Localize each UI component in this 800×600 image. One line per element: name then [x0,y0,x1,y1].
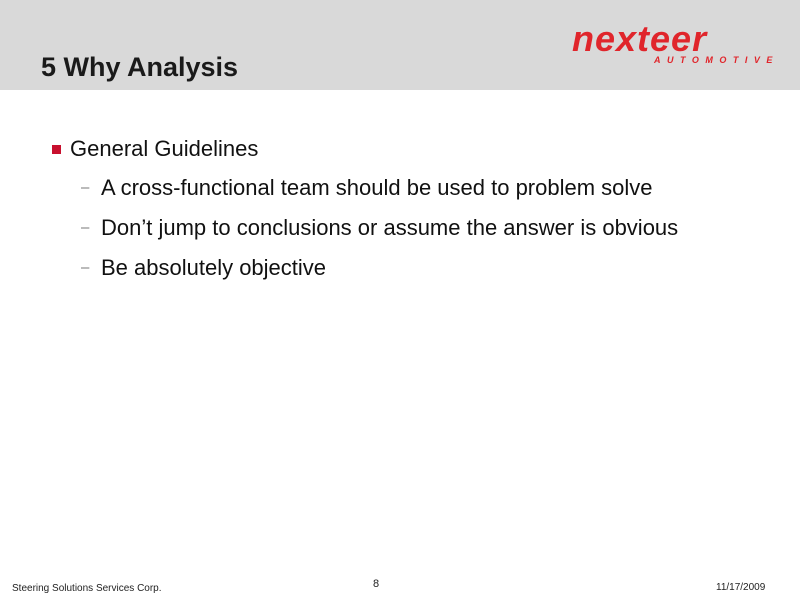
footer-company: Steering Solutions Services Corp. [12,583,162,594]
dash-bullet-icon: – [81,219,90,236]
logo-wordmark: nexteer [572,18,708,59]
logo-subtitle: AUTOMOTIVE [654,55,779,65]
dash-bullet-icon: – [81,179,90,196]
sub-bullet-1 [50,172,721,203]
sub-bullet-text: A cross-functional team should be used to problem solve [101,175,653,200]
dash-bullet-icon: – [81,259,90,276]
slide-title: 5 Why Analysis [41,52,239,82]
sub-bullet-3 [50,252,721,283]
page-number: 8 [373,578,380,590]
slide-content [50,135,740,283]
sub-bullet-text: Be absolutely objective [101,255,327,280]
sub-bullet-2 [50,212,721,243]
bullet-text: General Guidelines [70,136,259,161]
footer-date: 11/17/2009 [716,582,766,593]
sub-bullet-text: Don’t jump to conclusions or assume the answer is obvious [101,215,679,240]
nexteer-logo [572,18,779,68]
bullet-level-1 [50,135,740,163]
square-bullet-icon [52,145,61,154]
